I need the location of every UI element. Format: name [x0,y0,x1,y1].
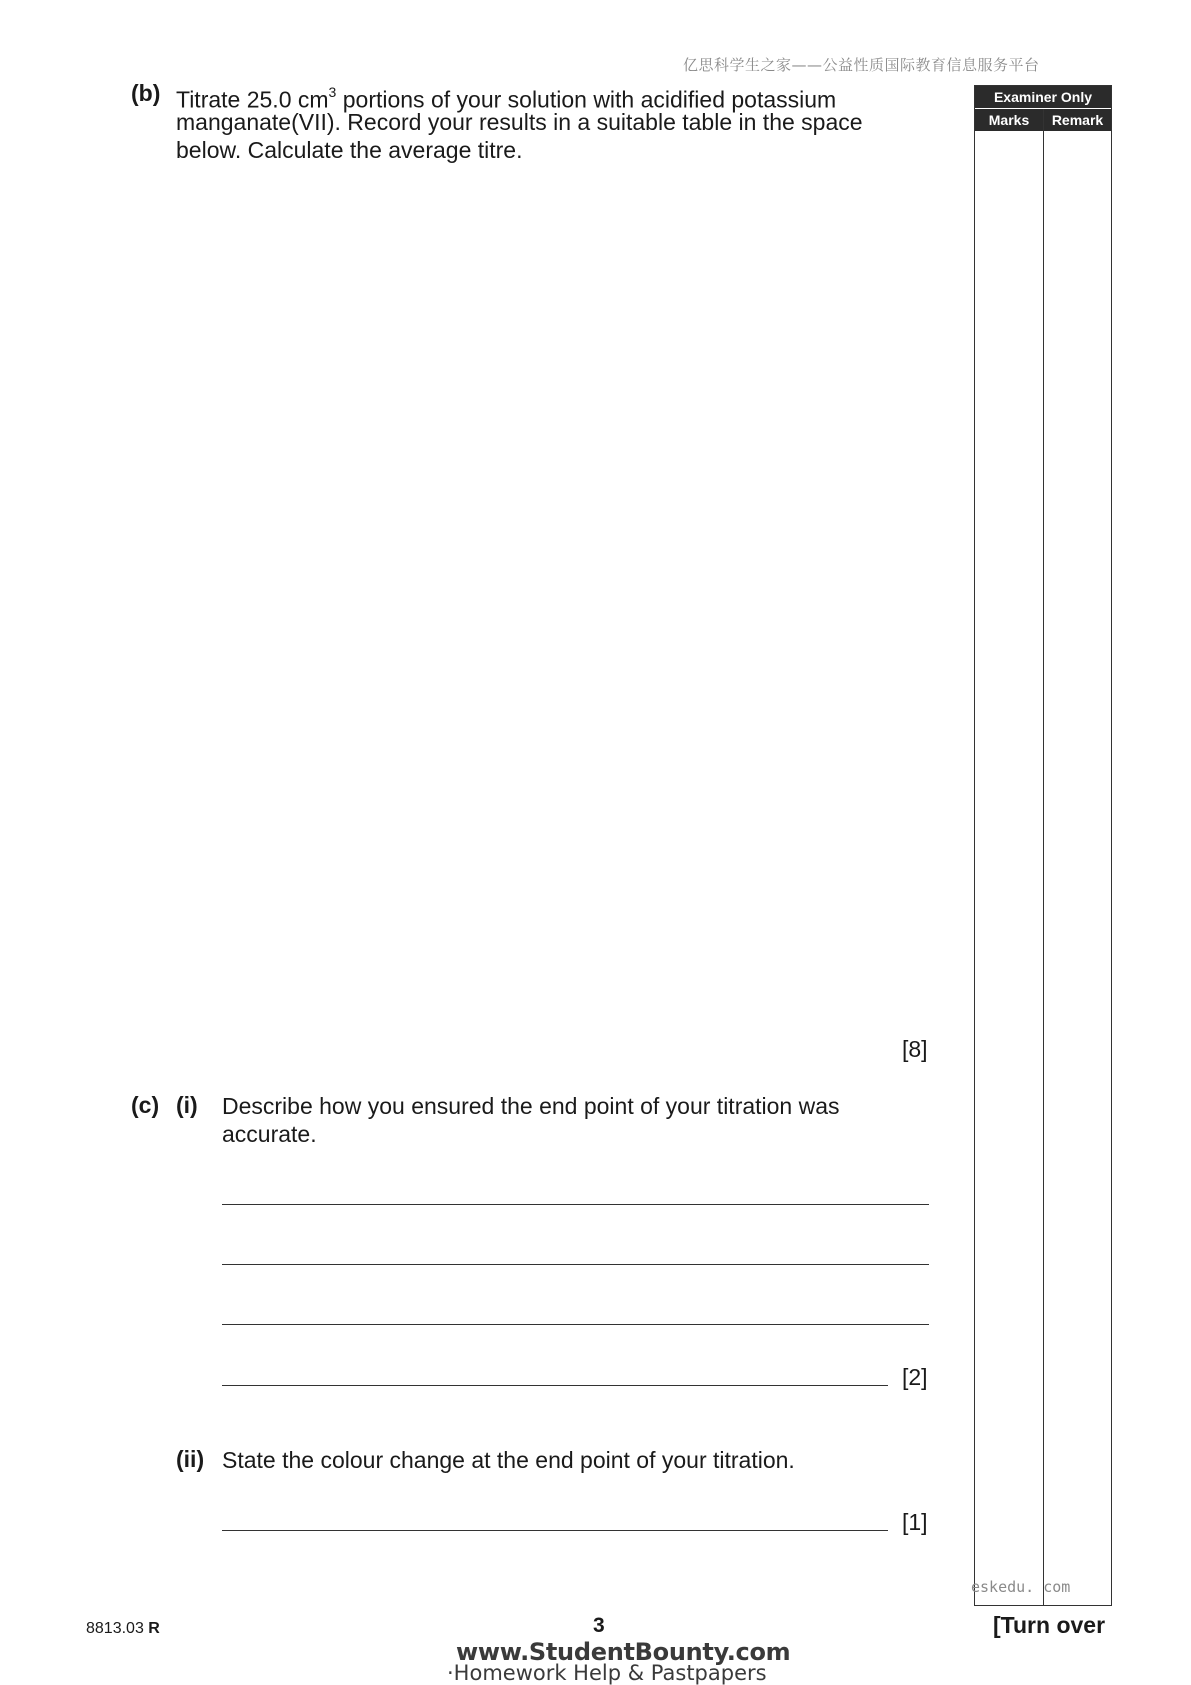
question-c-label: (c) [131,1092,160,1118]
question-c-ii-text: State the colour change at the end point of your titration. [222,1447,795,1473]
marks-b: [8] [902,1036,928,1062]
examiner-marks-header: Marks [975,109,1043,131]
marks-c-i: [2] [902,1364,928,1390]
answer-line-c-i-3[interactable] [222,1324,929,1325]
examiner-remark-header: Remark [1044,109,1111,131]
answer-line-c-i-1[interactable] [222,1204,929,1205]
page-number: 3 [593,1614,605,1637]
examiner-only-title: Examiner Only [975,86,1111,108]
marks-c-ii: [1] [902,1509,928,1535]
question-b-text-line2: manganate(VII). Record your results in a suitable table in the space [176,109,863,135]
question-c-ii-label: (ii) [176,1446,205,1472]
question-b-label: (b) [131,80,161,106]
answer-line-c-i-2[interactable] [222,1264,929,1265]
answer-line-c-ii[interactable] [222,1530,888,1531]
header-watermark: 亿思科学生之家——公益性质国际教育信息服务平台 [683,56,1040,74]
answer-line-c-i-4[interactable] [222,1385,888,1386]
studentbounty-site[interactable]: www.StudentBounty.com [456,1638,791,1666]
examiner-only-box [974,85,1112,1606]
paper-code-number: 8813.03 [86,1620,144,1637]
question-c-i-text-line1: Describe how you ensured the end point of your titration was [222,1093,840,1119]
paper-code [86,1620,160,1638]
question-b-text-end: portions of your solution with acidified potassium [336,86,837,113]
bottom-watermark: eskedu. com [971,1578,1071,1596]
turn-over: [Turn over [993,1612,1106,1638]
question-b-text-start: Titrate 25.0 cm [176,86,329,113]
paper-code-suffix: R [148,1620,160,1637]
question-c-i-text-line2: accurate. [222,1121,317,1147]
question-c-i-label: (i) [176,1092,198,1118]
studentbounty-tagline: ·Homework Help & Pastpapers [447,1661,767,1685]
examiner-column-divider [1043,109,1044,1605]
question-b-text-line3: below. Calculate the average titre. [176,137,523,163]
answer-space-b[interactable] [176,175,926,1015]
superscript-3: 3 [328,84,337,100]
